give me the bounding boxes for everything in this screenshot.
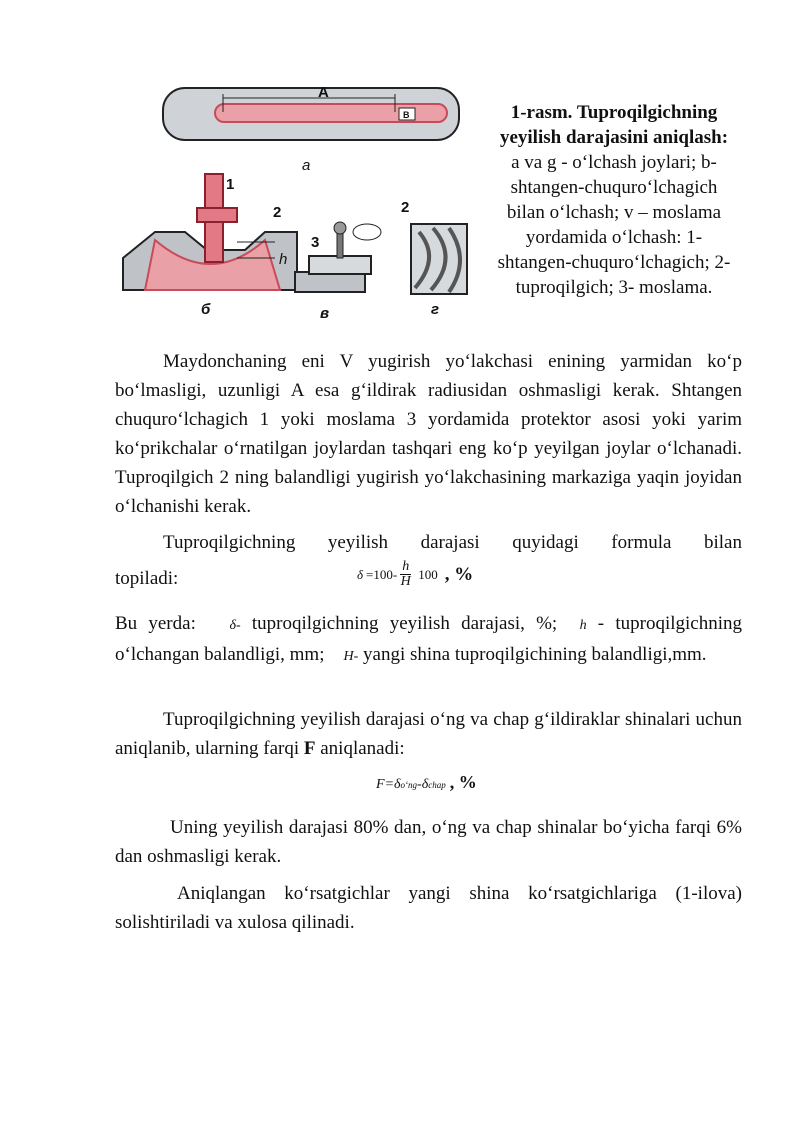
paragraph-5: Uning yeyilish darajasi 80% dan, o‘ng va chap shinalar bo‘yicha farqi 6% dan oshmasligi kerak.	[115, 817, 742, 867]
formula1-denominator: H	[400, 574, 411, 589]
formula-wear-degree	[357, 560, 473, 589]
label-a: a	[302, 157, 311, 174]
tread-strip-a	[163, 88, 459, 140]
formula2-eq: =δ	[384, 777, 401, 792]
formula2-suffix: , %	[449, 772, 477, 792]
p4-text-b: aniqlanadi:	[315, 738, 405, 759]
paragraph-2-line1: Tuproqilgichning yeyilish darajasi quyidagi formula bilan	[163, 532, 742, 553]
label-2-left: 2	[273, 204, 282, 221]
formula1-numerator: h	[402, 559, 410, 574]
paragraph-4	[115, 705, 742, 763]
caption-body: a va g - o‘lchash joylari; b-shtangen-chuquro‘lchagich bilan o‘lchash; v – moslama yordamida o‘lchash: 1-shtangen-chuquro‘lchagich; 2-tuproqilgich; 3- moslama.	[497, 152, 731, 298]
formula2-lhs: F	[376, 777, 385, 792]
label-b-cyr: б	[201, 301, 211, 318]
caption-title: 1-rasm. Tuproqilgichning yeyilish darajasini aniqlash:	[499, 102, 729, 148]
formula-difference	[376, 772, 477, 793]
formula1-lhs: δ	[357, 566, 364, 582]
label-1: 1	[226, 176, 235, 193]
label-2-right: 2	[401, 199, 410, 216]
formula2-sub-left: chap	[428, 780, 446, 790]
formula2-minus: -δ	[417, 777, 429, 792]
p3-h-symbol: h	[579, 618, 587, 633]
p3-H-symbol: H-	[343, 649, 359, 664]
p4-text-a: Tuproqilgichning yeyilish darajasi o‘ng va chap g‘ildiraklar shinalari uchun aniqlanib, ularning farqi	[115, 709, 742, 759]
figure-caption	[494, 100, 734, 300]
p3-delta-symbol: δ-	[229, 618, 241, 633]
tread-detail-g	[411, 224, 467, 294]
p4-F: F	[303, 738, 316, 759]
paragraph-1: Maydonchaning eni V yugirish yo‘lakchasi enining yarmidan ko‘p bo‘lmasligi, uzunligi A esa g‘ildirak radiusidan oshmasligi kerak. Shtangen chuquro‘lchagich 1 yoki moslama 3 yordamida protektor asosi yoki yarim ko‘prikchalar o‘rnatilgan joylardan tashqari eng ko‘p yeyilgan joylar o‘lchanadi. Tuproqilgich 2 ning balandligi yugirish yo‘lakchasining markaziga yaqin joyidan o‘lchanishi kerak.	[115, 351, 742, 517]
label-h: h	[279, 251, 288, 268]
p3-prefix: Bu yerda:	[115, 613, 196, 634]
formula2-sub-right: o‘ng	[400, 780, 418, 790]
p3-text-a: tuproqilgichning yeyilish darajasi, %;	[240, 613, 558, 634]
paragraph-2-line2: topiladi:	[115, 568, 179, 589]
label-3: 3	[311, 234, 320, 251]
formula1-suffix: , %	[444, 563, 474, 585]
formula1-multiplier: 100	[418, 566, 438, 582]
formula1-eq: =100-	[366, 566, 398, 582]
paragraph-6: Aniqlangan ko‘rsatgichlar yangi shina ko‘rsatgichlariga (1-ilova) solishtiriladi va xulosa qilinadi.	[115, 883, 742, 933]
label-A: A	[318, 84, 329, 101]
depth-gauge-b	[123, 174, 297, 290]
tire-tread-figure	[115, 82, 487, 332]
label-v-cyr: в	[320, 305, 330, 322]
paragraph-3	[115, 609, 742, 671]
label-g-cyr: г	[431, 301, 440, 318]
p3-text-c: yangi shina tuproqilgichining balandligi,mm.	[358, 644, 707, 665]
label-B: B	[403, 110, 410, 120]
p3-text-b: - tuproqilgichning o‘lchangan balandligi, mm;	[115, 613, 742, 665]
formula1-fraction	[400, 560, 411, 589]
measuring-device-v	[295, 222, 381, 292]
